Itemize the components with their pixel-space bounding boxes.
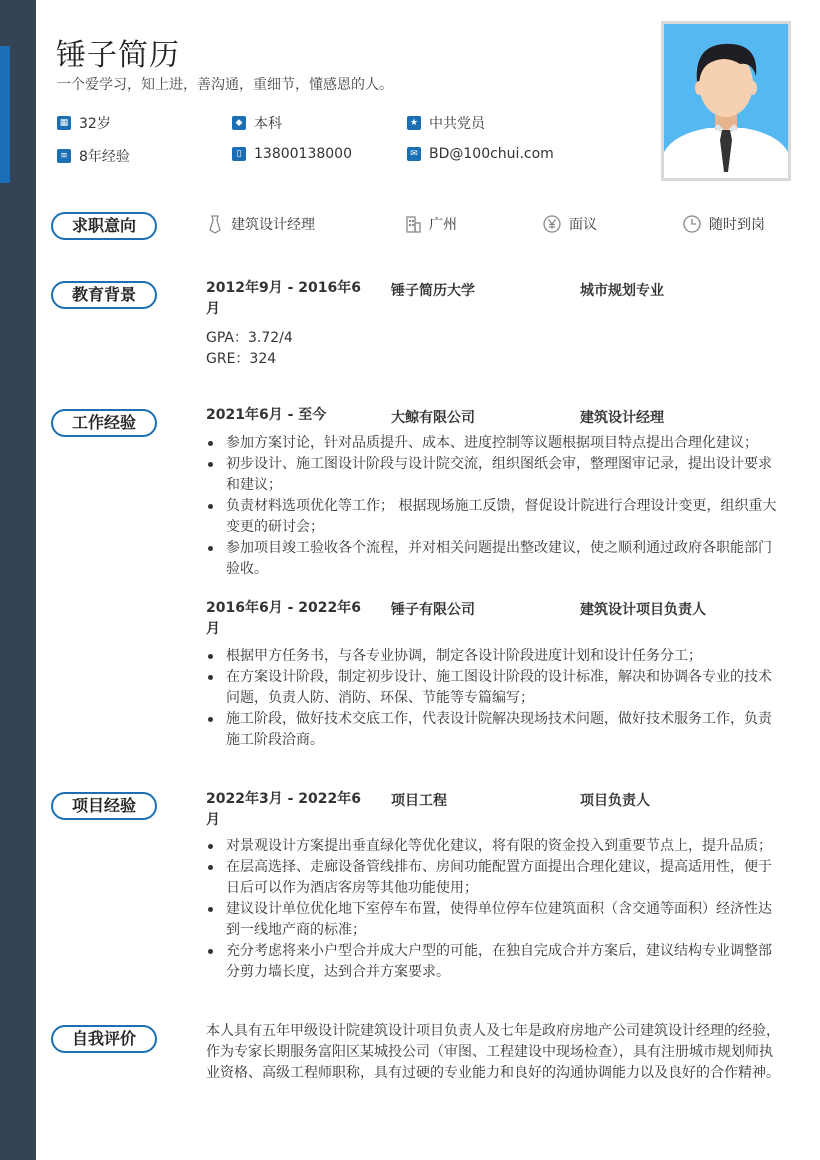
list-item: 在方案设计阶段，制定初步设计、施工图设计阶段的设计标准，解决和协调各专业的技术问题，负责人防、消防、环保、节能等专篇编写； <box>206 667 778 709</box>
list-item: 初步设计、施工图设计阶段与设计院交流，组织图纸会审，整理图审记录，提出设计要求和建议； <box>206 454 778 496</box>
section-self-eval-title: 自我评价 <box>51 1025 157 1053</box>
building-icon <box>405 215 421 233</box>
info-politics-text: 中共党员 <box>429 116 485 132</box>
info-politics <box>407 113 485 133</box>
list-item: 在层高选择、走廊设备管线排布、房间功能配置方面提出合理化建议，提高适用性，便于日后可以作为酒店客房等其他功能使用； <box>206 857 778 899</box>
party-flag-icon: ★ <box>407 116 421 130</box>
project-name: 项目工程 <box>391 793 447 809</box>
resume-motto: 一个爱学习，知上进，善沟通，重细节，懂感恩的人。 <box>57 77 393 93</box>
phone-icon: ▯ <box>232 147 246 161</box>
profile-photo <box>661 21 791 181</box>
intent-position <box>207 214 315 234</box>
info-experience <box>57 146 130 166</box>
intent-city-text: 广州 <box>429 217 457 233</box>
job-2-bullets <box>206 646 778 751</box>
info-experience-text: 8年经验 <box>79 149 130 165</box>
project-period: 2022年3月 - 2022年6月 <box>206 791 361 828</box>
intent-availability <box>683 214 765 234</box>
info-age-text: 32岁 <box>79 116 111 132</box>
intent-position-text: 建筑设计经理 <box>231 217 315 233</box>
job-2-role: 建筑设计项目负责人 <box>580 602 706 618</box>
education-school: 锤子简历大学 <box>391 283 475 299</box>
intent-salary <box>543 214 597 234</box>
intent-city <box>405 214 457 234</box>
education-gpa: GPA：3.72/4 <box>206 330 293 346</box>
project-bullets <box>206 836 778 983</box>
info-degree <box>232 113 282 133</box>
self-eval-text: 本人具有五年甲级设计院建筑设计项目负责人及七年是政府房地产公司建筑设计经理的经验，作为专家长期服务富阳区某城投公司（审图、工程建设中现场检查），具有注册城市规划师执业资格、高级工程师职称，具有过硬的专业能力和良好的沟通协调能力以及良好的合作精神。 <box>206 1023 780 1081</box>
project-role: 项目负责人 <box>580 793 650 809</box>
necktie-icon <box>207 214 223 234</box>
section-work-title: 工作经验 <box>51 409 157 437</box>
list-item: 参加方案讨论，针对品质提升、成本、进度控制等议题根据项目特点提出合理化建议； <box>206 433 778 454</box>
section-project-title: 项目经验 <box>51 792 157 820</box>
list-item: 施工阶段，做好技术交底工作，代表设计院解决现场技术问题，做好技术服务工作，负责施工阶段洽商。 <box>206 709 778 751</box>
info-degree-text: 本科 <box>254 116 282 132</box>
section-intent-title: 求职意向 <box>51 212 157 240</box>
info-phone-text: 13800138000 <box>254 146 352 162</box>
list-item: 建议设计单位优化地下室停车布置，使得单位停车位建筑面积（含交通等面积）经济性达到一线地产商的标准； <box>206 899 778 941</box>
info-email-text: BD@100chui.com <box>429 146 554 162</box>
education-gre: GRE：324 <box>206 351 277 367</box>
list-item: 对景观设计方案提出垂直绿化等优化建议，将有限的资金投入到重要节点上，提升品质； <box>206 836 778 857</box>
info-email <box>407 146 554 162</box>
job-2-period: 2016年6月 - 2022年6月 <box>206 600 361 637</box>
clock-icon <box>683 215 701 233</box>
yen-icon <box>543 215 561 233</box>
intent-availability-text: 随时到岗 <box>709 217 765 233</box>
list-item: 负责材料选项优化等工作； 根据现场施工反馈，督促设计院进行合理设计变更，组织重大变更的研讨会； <box>206 496 778 538</box>
info-age <box>57 113 111 133</box>
mail-icon: ✉ <box>407 147 421 161</box>
list-item: 充分考虑将来小户型合并成大户型的可能，在独自完成合并方案后，建议结构专业调整部分剪力墙长度，达到合并方案要求。 <box>206 941 778 983</box>
job-1-bullets <box>206 433 778 580</box>
resume-name: 锤子简历 <box>56 38 180 73</box>
list-item: 参加项目竣工验收各个流程，并对相关问题提出整改建议，使之顺利通过政府各职能部门验收。 <box>206 538 778 580</box>
education-major: 城市规划专业 <box>580 283 664 299</box>
sidebar-accent-bar <box>0 46 10 183</box>
list-item: 根据甲方任务书，与各专业协调，制定各设计阶段进度计划和设计任务分工； <box>206 646 778 667</box>
graduation-cap-icon: ◆ <box>232 116 246 130</box>
info-phone <box>232 146 352 162</box>
intent-salary-text: 面议 <box>569 217 597 233</box>
section-education-title: 教育背景 <box>51 281 157 309</box>
education-period: 2012年9月 - 2016年6月 <box>206 280 361 317</box>
document-icon: ≡ <box>57 149 71 163</box>
job-1-role: 建筑设计经理 <box>580 410 664 426</box>
job-2-company: 锤子有限公司 <box>391 602 475 618</box>
calendar-icon: ▦ <box>57 116 71 130</box>
job-1-period: 2021年6月 - 至今 <box>206 407 327 423</box>
job-1-company: 大鲸有限公司 <box>391 410 475 426</box>
